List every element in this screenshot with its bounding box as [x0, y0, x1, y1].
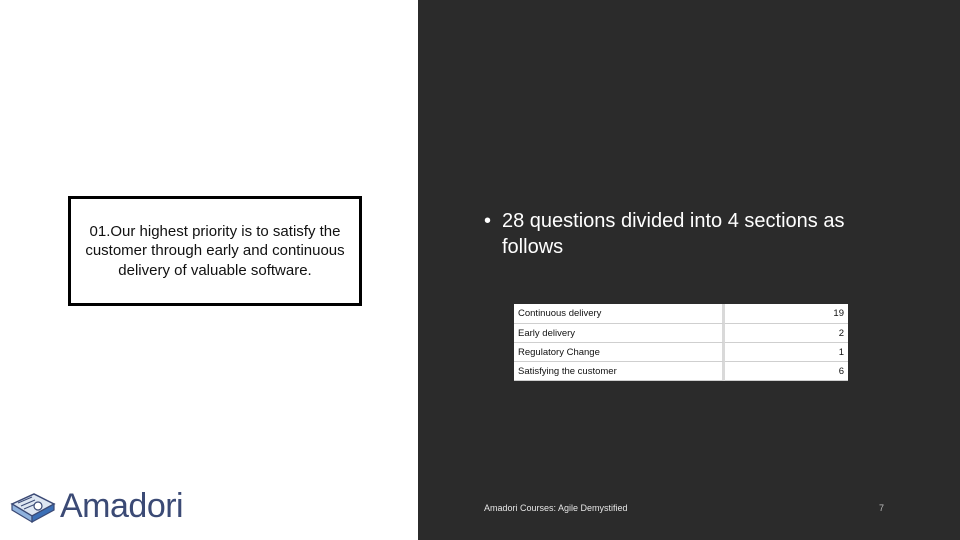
- table-row: [514, 362, 848, 381]
- table-row: [514, 304, 848, 324]
- section-label: Regulatory Change: [514, 343, 725, 362]
- sections-table: [514, 304, 848, 381]
- table-row: [514, 324, 848, 343]
- section-count: 2: [725, 324, 848, 343]
- amadori-logo: [8, 486, 183, 526]
- page-number: 7: [879, 503, 885, 513]
- principle-box: [68, 196, 362, 306]
- principle-text: 01.Our highest priority is to satisfy the customer through early and continuous delivery of valuable software.: [85, 222, 345, 279]
- footer-text: Amadori Courses: Agile Demystified: [484, 503, 628, 513]
- bullet-dot-icon: •: [484, 210, 492, 232]
- section-label: Continuous delivery: [514, 304, 725, 324]
- section-label: Satisfying the customer: [514, 362, 725, 381]
- open-book-icon: [8, 486, 58, 526]
- section-count: 6: [725, 362, 848, 381]
- table-row: [514, 343, 848, 362]
- right-panel: [418, 0, 960, 540]
- section-count: 1: [725, 343, 848, 362]
- section-label: Early delivery: [514, 324, 725, 343]
- bullet-item: [484, 208, 904, 260]
- bullet-text: 28 questions divided into 4 sections as follows: [502, 210, 845, 258]
- logo-wordmark: Amadori: [60, 487, 184, 525]
- section-count: 19: [725, 304, 848, 324]
